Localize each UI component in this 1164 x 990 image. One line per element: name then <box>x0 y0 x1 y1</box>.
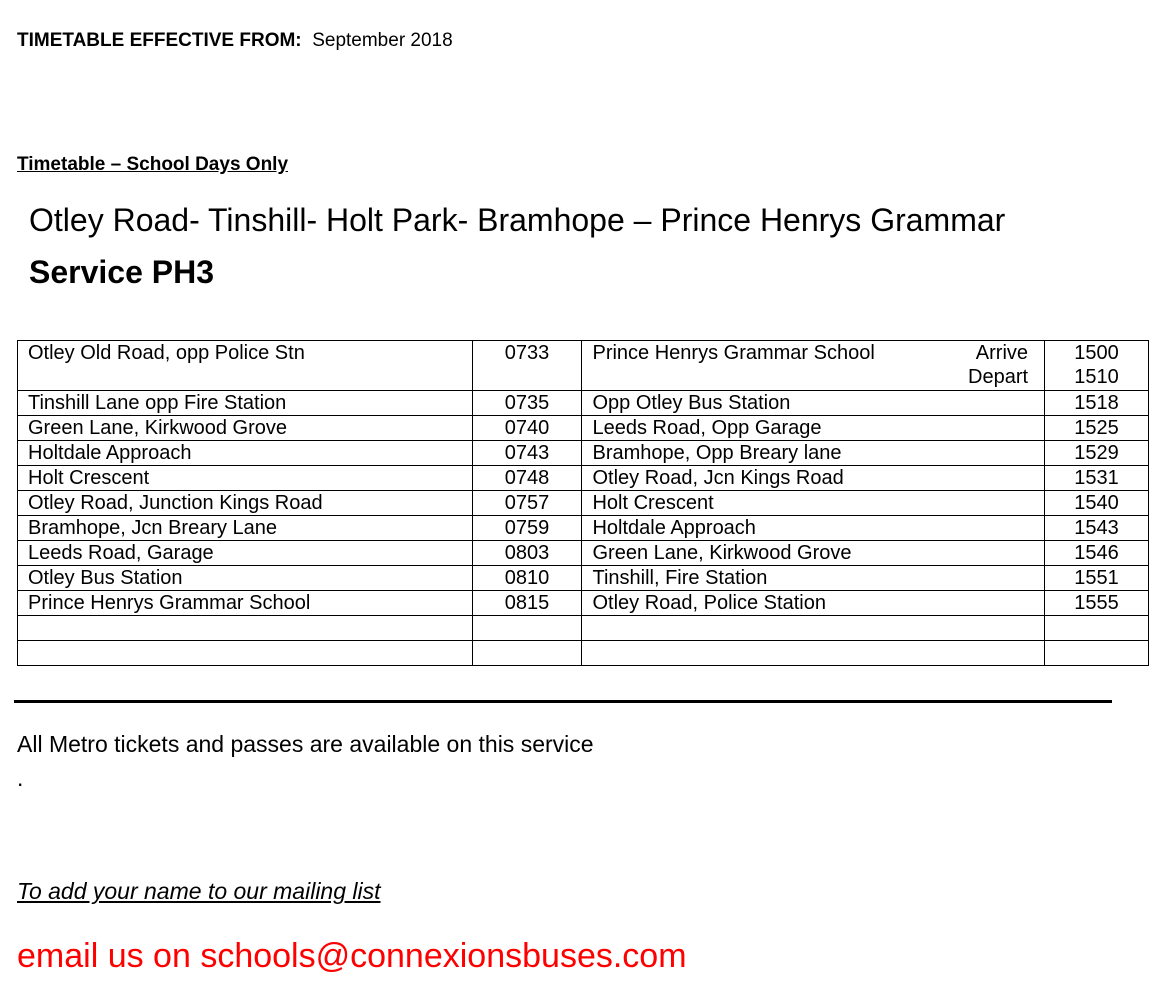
pm-stop: Tinshill, Fire Station <box>582 566 1045 591</box>
am-stop: Bramhope, Jcn Breary Lane <box>18 516 473 541</box>
pm-stop: Prince Henrys Grammar School <box>592 342 875 364</box>
table-row <box>18 541 1149 566</box>
am-time: 0748 <box>472 466 582 491</box>
arrive-label: Arrive <box>975 342 1029 364</box>
arrive-depart <box>968 341 1028 389</box>
am-time: 0759 <box>472 516 582 541</box>
am-stop: Otley Road, Junction Kings Road <box>18 491 473 516</box>
timetable <box>17 340 1149 666</box>
am-stop: Holtdale Approach <box>18 441 473 466</box>
table-row <box>18 441 1149 466</box>
pm-time: 1543 <box>1045 516 1149 541</box>
pm-stop: Opp Otley Bus Station <box>582 391 1045 416</box>
empty-cell <box>582 616 1045 641</box>
pm-time <box>1045 341 1149 391</box>
am-time: 0743 <box>472 441 582 466</box>
pm-time: 1551 <box>1045 566 1149 591</box>
am-time: 0803 <box>472 541 582 566</box>
table-row <box>18 341 1149 391</box>
empty-cell <box>1045 641 1149 666</box>
pm-stop-cell <box>582 341 1045 391</box>
empty-cell <box>1045 616 1149 641</box>
dot: . <box>17 765 24 791</box>
pm-time: 1518 <box>1045 391 1149 416</box>
am-stop: Leeds Road, Garage <box>18 541 473 566</box>
empty-row <box>18 641 1149 666</box>
table-row <box>18 566 1149 591</box>
route-title: Otley Road- Tinshill- Holt Park- Bramhope – Prince Henrys Grammar <box>29 202 1006 238</box>
am-stop: Prince Henrys Grammar School <box>18 591 473 616</box>
effective-label: TIMETABLE EFFECTIVE FROM: <box>17 30 302 51</box>
depart-time: 1510 <box>1074 366 1119 388</box>
pm-stop: Otley Road, Police Station <box>582 591 1045 616</box>
am-stop: Holt Crescent <box>18 466 473 491</box>
am-time: 0735 <box>472 391 582 416</box>
pm-stop: Otley Road, Jcn Kings Road <box>582 466 1045 491</box>
am-time: 0733 <box>472 341 582 391</box>
table-row <box>18 466 1149 491</box>
pm-time: 1555 <box>1045 591 1149 616</box>
depart-label: Depart <box>968 366 1029 388</box>
divider <box>14 700 1112 703</box>
empty-cell <box>18 616 473 641</box>
email-contact[interactable]: email us on schools@connexionsbuses.com <box>17 937 687 975</box>
effective-date <box>17 30 453 52</box>
tickets-note: All Metro tickets and passes are available on this service <box>17 731 594 757</box>
am-stop: Otley Old Road, opp Police Stn <box>18 341 473 391</box>
empty-cell <box>472 641 582 666</box>
table-row <box>18 591 1149 616</box>
empty-cell <box>18 641 473 666</box>
pm-stop: Bramhope, Opp Breary lane <box>582 441 1045 466</box>
pm-time: 1540 <box>1045 491 1149 516</box>
am-stop: Otley Bus Station <box>18 566 473 591</box>
arrive-time: 1500 <box>1074 342 1119 364</box>
table-row <box>18 516 1149 541</box>
am-time: 0740 <box>472 416 582 441</box>
table-row <box>18 416 1149 441</box>
effective-value: September 2018 <box>312 30 453 51</box>
empty-cell <box>582 641 1045 666</box>
am-time: 0757 <box>472 491 582 516</box>
service-name: Service PH3 <box>29 254 215 290</box>
subtitle: Timetable – School Days Only <box>17 154 289 175</box>
am-time: 0815 <box>472 591 582 616</box>
am-stop: Green Lane, Kirkwood Grove <box>18 416 473 441</box>
pm-time: 1546 <box>1045 541 1149 566</box>
table-row <box>18 491 1149 516</box>
am-time: 0810 <box>472 566 582 591</box>
mailing-list-link[interactable]: To add your name to our mailing list <box>17 878 381 904</box>
table-row <box>18 391 1149 416</box>
pm-stop: Leeds Road, Opp Garage <box>582 416 1045 441</box>
pm-stop: Green Lane, Kirkwood Grove <box>582 541 1045 566</box>
empty-row <box>18 616 1149 641</box>
pm-stop: Holt Crescent <box>582 491 1045 516</box>
empty-cell <box>472 616 582 641</box>
pm-time: 1531 <box>1045 466 1149 491</box>
pm-stop: Holtdale Approach <box>582 516 1045 541</box>
pm-time: 1525 <box>1045 416 1149 441</box>
am-stop: Tinshill Lane opp Fire Station <box>18 391 473 416</box>
pm-time: 1529 <box>1045 441 1149 466</box>
